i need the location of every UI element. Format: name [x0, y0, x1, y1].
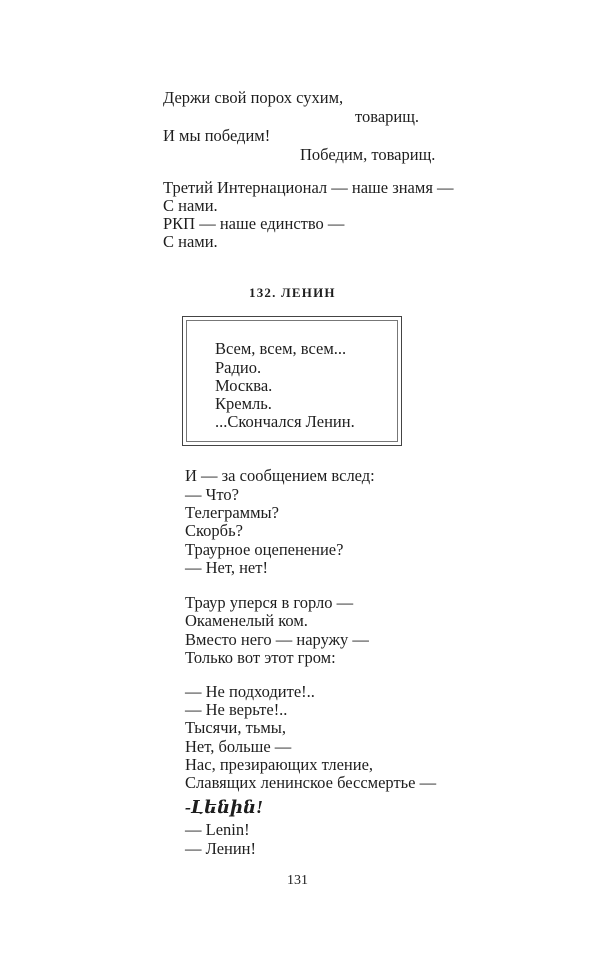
telegram-line: Кремль.: [215, 394, 272, 413]
poem-line: И мы победим!: [163, 126, 271, 145]
poem-line-armenian: -Լենին!: [185, 797, 264, 817]
poem-line: С нами.: [163, 232, 218, 251]
poem-line: Окаменелый ком.: [185, 611, 308, 630]
poem-line: — Не подходите!..: [185, 682, 315, 701]
poem-line: И — за сообщением вслед:: [185, 466, 375, 485]
poem-line: — Нет, нет!: [185, 558, 268, 577]
poem-line: — Ленин!: [185, 839, 257, 858]
telegram-line: ...Скончался Ленин.: [215, 412, 355, 431]
poem-line: Тысячи, тьмы,: [185, 718, 287, 737]
poem-line: — Что?: [185, 485, 239, 504]
telegram-line: Всем, всем, всем...: [215, 339, 347, 358]
poem-line: Траурное оцепенение?: [185, 540, 344, 559]
poem-line: Только вот этот гром:: [185, 648, 336, 667]
poem-line: Вместо него — наружу —: [185, 630, 369, 649]
poem-line: Скорбь?: [185, 521, 243, 540]
poem-line: товарищ.: [355, 107, 420, 126]
telegram-line: Москва.: [215, 376, 273, 395]
poem-line: Нет, больше —: [185, 737, 292, 756]
telegram-line: Радио.: [215, 358, 262, 377]
poem-line: Телеграммы?: [185, 503, 279, 522]
poem-line: Третий Интернационал — наше знамя —: [163, 178, 454, 197]
poem-line: РКП — наше единство —: [163, 214, 345, 233]
poem-title: 132. ЛЕНИН: [249, 285, 336, 300]
poem-line: Траур уперся в горло —: [185, 593, 354, 612]
poem-line: — Lenin!: [185, 820, 250, 839]
poem-line: С нами.: [163, 196, 218, 215]
poem-line: Нас, презирающих тление,: [185, 755, 374, 774]
poem-line: Держи свой порох сухим,: [163, 88, 344, 107]
page-number: 131: [287, 873, 308, 888]
poem-line: — Не верьте!..: [185, 700, 288, 719]
poem-line: Победим, товарищ.: [300, 145, 436, 164]
poem-line: Славящих ленинское бессмертье —: [185, 773, 437, 792]
